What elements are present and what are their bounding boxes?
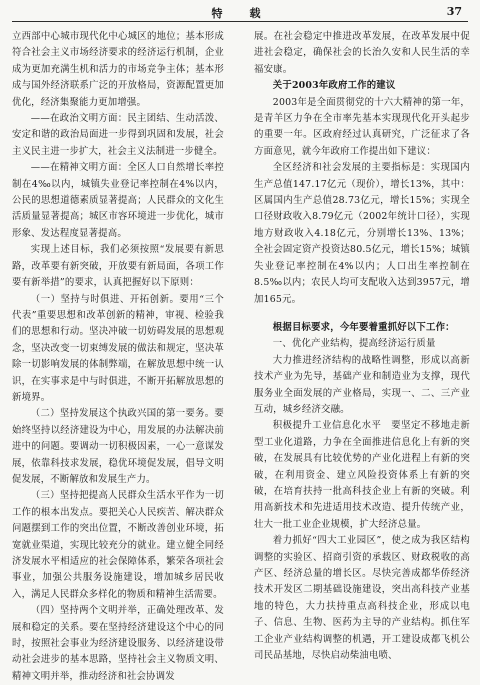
page-header — [12, 0, 468, 22]
paragraph: （三）坚持把提高人民群众生活水平作为一切工作的根本出发点。要把关心人民疾苦、解决群众问题摆到工作的突出位置，不断改善创业环境，拓宽就业渠道，实现比较充分的就业。建立健全同经济发展水平相适应的社会保障体系，繁荣各项社会事业，加强公共服务设施建设，增加城乡居民收入，满足人民群众多样化的物质和精神生活需要。 — [12, 490, 224, 600]
section-heading: 关于2003年政府工作的建议 — [272, 80, 396, 92]
paragraph: （四）坚持两个文明并举，正确处理改革、发展和稳定的关系。要在坚持经济建设这个中心的同时，按照社会事业为经济建设服务、以经济建设带动社会进步的基本思路，坚持社会主义物质文明、精神文明并举，推动经济和社会协调发 — [12, 605, 224, 682]
section-heading: 根据目标要求，今年要着重抓好以下工作： — [272, 321, 455, 333]
paragraph: 积极提升工业信息化水平 要坚定不移地走新型工业化道路，力争在全面推进信息化上有新的突破，在发展具有比较优势的产业化进程上有新的突破，在利用资金、建立风险投资体系上有新的突破，在培育扶持一批高科技企业上有新的突破。利用高新技术和先进适用技术改造、提升传统产业，壮大一批工业企业规模，扩大经济总量。 — [254, 420, 470, 530]
paragraph: （一）坚持与时俱进、开拓创新。要用“三个代表”重要思想和改革创新的精神，审视、检验我们的思想和行动。坚决冲破一切妨碍发展的思想观念，坚决改变一切束缚发展的做法和规定，坚决革除一切影响发展的体制弊端，在解放思想中统一认识，在实事求是中与时俱进，不断开拓解放思想的新境界。 — [12, 293, 224, 403]
left-column — [12, 29, 224, 685]
paragraph: 展。在社会稳定中推进改革发展，在改革发展中促进社会稳定，确保社会的长治久安和人民生活的幸福安康。 — [254, 31, 470, 75]
paragraph: 着力抓好“四大工业园区”，使之成为我区结构调整的实验区、招商引资的承载区、财政税收的高产区、经济总量的增长区。尽快完善成都华侨经济技术开发区二期基础设施建设，突出高科技产业基地的特色，大力扶持重点高科技企业，形成以电子、信息、生物、医药为主导的产业结构。抓住军工企业产业结构调整的机遇，开工建设成都飞机公司民品基地，尽快启动柴油电喷、 — [254, 535, 470, 662]
paragraph: 实现上述目标，我们必须按照“发展要有新思路，改革要有新突破，开放要有新局面，各项工作要有新举措”的要求，认真把握好以下原则： — [12, 244, 224, 289]
paragraph: 立西部中心城市现代化中心城区的地位；基本形成符合社会主义市场经济要求的经济运行机制，企业成为更加充满生机和活力的市场竞争主体；基本形成与国外经济联系广泛的开放格局，资源配置更加优化，经济集聚能力更加增强。 — [12, 31, 224, 108]
paragraph: 大力推进经济结构的战略性调整，形成以高新技术产业为先导，基础产业和制造业为支撑，现代服务业全面发展的产业格局，实现一、二、三产业互动，城乡经济交融。 — [254, 354, 470, 415]
right-column — [254, 29, 470, 664]
paragraph: （二）坚持发展这个执政兴国的第一要务。要始终坚持以经济建设为中心，用发展的办法解决前进中的问题。要调动一切积极因素，一心一意谋发展，依靠科技求发展，稳优环境促发展，倡导文明促发展，不断解放和发展生产力。 — [12, 408, 224, 485]
paragraph — [254, 308, 470, 320]
paragraph: ——在政治文明方面：民主团结、生动活泼、安定和谐的政治局面进一步得到巩固和发展，社会主义民主进一步扩大，社会主义法制进一步健全。 — [12, 113, 224, 157]
paragraph: 2003年是全面贯彻党的十六大精神的第一年，是青羊区力争在全市率先基本实现现代化开头起步的重要一年。区政府经过认真研究，广泛征求了各方面意见，就今年政府工作提出如下建议： — [254, 96, 470, 157]
page-number: 37 — [446, 5, 462, 18]
paragraph: 一、优化产业结构，提高经济运行质量 — [272, 338, 436, 350]
section-title: 特 载 — [211, 7, 269, 20]
paragraph: ——在精神文明方面：全区人口自然增长率控制在4‰以内，城镇失业登记率控制在4%以内，公民的思想道德素质显著提高；人民群众的文化生活质量显著提高；城区市容环境进一步优化，城市形象、发达程度显著提高。 — [12, 162, 224, 239]
header-rule — [12, 21, 468, 22]
paragraph: 全区经济和社会发展的主要指标是：实现国内生产总值147.17亿元（现价），增长13%，其中：区属国内生产总值28.73亿元，增长15%；实现全口径财政收入8.79亿元（2002年统计口径），实现地方财政收入4.18亿元，分别增长13%、13%；全社会固定资产投资达80.5亿元，增长15%；城镇失业登记率控制在4%以内；人口出生率控制在8.5‰以内；农民人均可支配收入达到3957元，增加165元。 — [254, 162, 470, 305]
